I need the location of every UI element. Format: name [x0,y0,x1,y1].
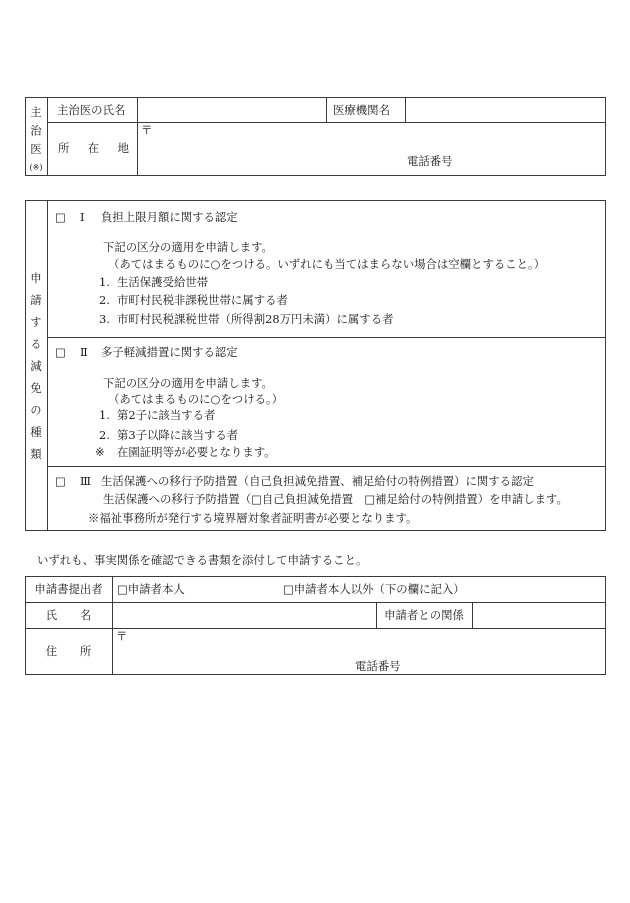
submitter-self-label: 申請者本人 [127,582,185,596]
section-1-item-1-text: 生活保護受給世帯 [117,275,209,289]
relation-field[interactable] [473,603,605,628]
section-3-request-prefix: 生活保護への移行予防措置（ [103,492,252,506]
physician-address-label: 所 在 地 [58,141,133,155]
section-2-numeral: Ⅱ [80,345,88,359]
physician-side-label: 主治医 [29,106,43,162]
section-3-request-line [103,492,568,506]
section-1-checkbox[interactable]: □ [55,210,66,224]
applicant-address-label: 住 所 [45,644,92,658]
section-3-checkbox[interactable]: □ [55,474,66,488]
section-3-title: 生活保護への移行予防措置（自己負担減免措置、補足給付の特例措置）に関する認定 [101,474,534,488]
reduction-side-divider [47,200,48,531]
institution-label-left-divider [326,97,327,123]
applicant-name-label: 氏 名 [45,608,92,622]
institution-name-label: 医療機関名 [333,103,390,117]
section-2-title: 多子軽減措置に関する認定 [101,345,238,359]
self-pay-reduction-checkbox[interactable]: □ [251,492,262,506]
reduction-side-label: 申請する減免の種類 [29,272,43,470]
supplementary-benefit-checkbox[interactable]: □ [364,492,376,506]
section-2-item-2-number: 2. [99,428,110,442]
applicant-postal-mark: 〒 [116,629,128,643]
section-3-numeral: Ⅲ [80,474,91,488]
submitter-self-checkbox[interactable]: □ [117,582,128,596]
section-2-checkbox[interactable]: □ [55,345,66,359]
applicant-address-field[interactable] [113,629,605,674]
physician-name-label: 主治医の氏名 [57,103,126,117]
section-divider-1-2 [47,337,605,338]
section-1-intro: 下記の区分の適用を申請します。 [103,240,273,254]
section-3-request-suffix: ）を申請します。 [477,492,568,506]
section-3-note: ※福祉事務所が発行する境界層対象者証明書が必要となります。 [88,511,418,525]
section-1-numeral: Ⅰ [80,210,85,224]
section-1-instruction: （あてはまるものに○をつける。いずれにも当てはまらない場合は空欄とすること。） [108,257,546,271]
section-2-item-1-number: 1. [99,408,110,422]
section-1-item-3-number: 3. [99,312,110,326]
physician-side-divider [47,97,48,176]
section-1-title: 負担上限月額に関する認定 [101,210,238,224]
physician-side-note: (※) [29,163,43,172]
relation-label: 申請者との関係 [384,608,464,622]
institution-name-field[interactable] [406,98,605,122]
submitter-other-label: 申請者本人以外（下の欄に記入） [293,582,465,596]
submitter-other-option [283,582,465,596]
section-1-item-2-text: 市町村民税非課税世帯に属する者 [117,293,288,307]
self-pay-reduction-label: 自己負担減免措置 [261,492,353,506]
submitter-other-checkbox[interactable]: □ [283,582,294,596]
submitter-label: 申請書提出者 [34,582,103,596]
physician-phone-label: 電話番号 [407,154,453,168]
supplementary-benefit-label: 補足給付の特例措置 [375,492,478,506]
applicant-name-field[interactable] [113,603,376,628]
section-2-item-1-text: 第2子に該当する者 [117,408,216,422]
section-2-note: 在園証明等が必要となります。 [117,445,276,459]
physician-address-field[interactable] [138,123,605,175]
physician-name-field[interactable] [138,98,326,122]
applicant-phone-label: 電話番号 [355,659,401,673]
attachment-note: いずれも、事実関係を確認できる書類を添付して申請すること。 [37,553,368,567]
section-1-item-1-number: 1. [99,275,110,289]
section-2-item-2-text: 第3子以降に該当する者 [117,428,239,442]
submitter-self-option [117,582,185,596]
section-2-instruction: （あてはまるものに○をつける。） [108,392,284,406]
section-1-item-3-text: 市町村民税課税世帯（所得割28万円未満）に属する者 [117,312,394,326]
section-2-note-mark: ※ [95,445,105,459]
section-1-item-2-number: 2. [99,293,110,307]
postal-mark: 〒 [141,123,153,137]
section-divider-2-3 [47,466,605,467]
section-2-intro: 下記の区分の適用を申請します。 [103,376,273,390]
